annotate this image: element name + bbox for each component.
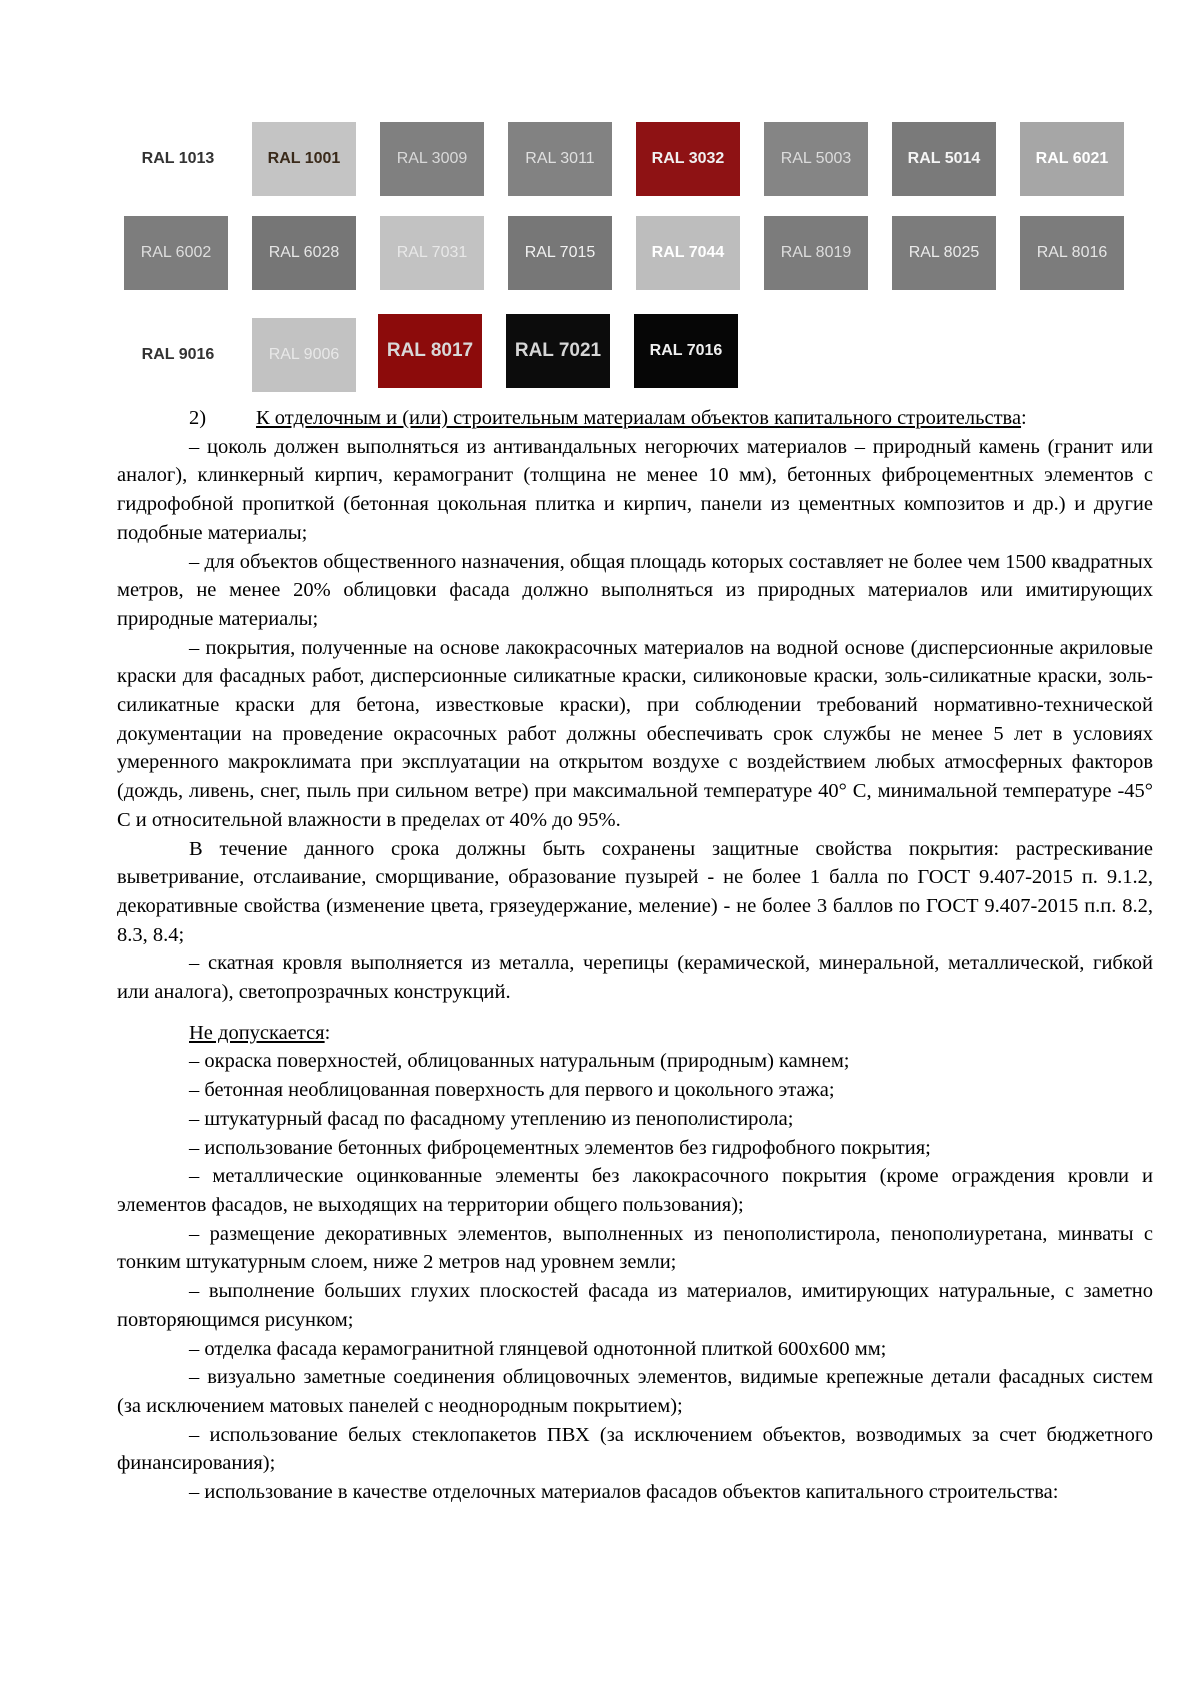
color-swatch: RAL 7031: [380, 216, 484, 290]
color-swatch: RAL 3032: [636, 122, 740, 196]
color-swatch: RAL 1001: [252, 122, 356, 196]
color-swatch: RAL 3009: [380, 122, 484, 196]
paragraph: – для объектов общественного назначения, общая площадь которых составляет не более чем 1500 квадратных метров, не менее 20% облицовки фасада должно выполняться из природных материалов или имитирующих природные материалы;: [117, 550, 1153, 630]
section-title: К отделочным и (или) строительным материалам объектов капитального строительства: [256, 407, 1022, 429]
list-item: – штукатурный фасад по фасадному утеплению из пенополистирола;: [189, 1107, 794, 1130]
color-swatch: RAL 3011: [508, 122, 612, 196]
list-item: – выполнение больших глухих плоскостей фасада из материалов, имитирующих натуральные, с заметно повторяющимся рисунком;: [117, 1280, 1153, 1331]
paragraph: – покрытия, полученные на основе лакокрасочных материалов на водной основе (дисперсионные акриловые краски для фасадных работ, дисперсионные силикатные краски, силиконовые краски, золь-силикатные краски, золь-силикатные краски для бетона, известковые краски), при соблюдении требований нормативно-технической документации на проведение окрасочных работ должны обеспечивать срок службы не менее 5 лет в условиях умеренного макроклимата при эксплуатации на открытом воздухе с воздействием любых атмосферных факторов (дождь, ливень, снег, пыль при сильном ветре) при максимальной температуре 40° С, минимальной температуре -45° С и относительной влажности в пределах от 40% до 95%.: [117, 636, 1153, 831]
list-item: – использование белых стеклопакетов ПВХ (за исключением объектов, возводимых за счет бюджетного финансирования);: [117, 1423, 1153, 1475]
paragraph: В течение данного срока должны быть сохранены защитные свойства покрытия: растрескивание выветривание, отслаивание, сморщивание, образование пузырей - не более 1 балла по ГОСТ 9.407-2015 п. 9.1.2, декоративные свойства (изменение цвета, грязеудержание, меление) - не более 3 баллов по ГОСТ 9.407-2015 п.п. 8.2, 8.3, 8.4;: [117, 837, 1153, 946]
color-swatch: RAL 7016: [634, 314, 738, 388]
color-swatch: RAL 7021: [506, 314, 610, 388]
list-item: – отделка фасада керамогранитной глянцевой однотонной плиткой 600х600 мм;: [189, 1337, 887, 1360]
list-item: – бетонная необлицованная поверхность для первого и цокольного этажа;: [189, 1079, 835, 1102]
not-allowed-heading: Не допускается:: [189, 1021, 331, 1044]
color-swatch: RAL 8016: [1020, 216, 1124, 290]
section-heading: 2) К отделочным и (или) строительным материалам объектов капитального строительства:: [117, 404, 1153, 433]
color-swatch: RAL 7015: [508, 216, 612, 290]
color-swatch: RAL 8017: [378, 314, 482, 388]
list-item: – визуально заметные соединения облицовочных элементов, видимые крепежные детали фасадных систем (за исключением матовых панелей с неоднородным покрытием);: [117, 1366, 1153, 1417]
paragraph: – цоколь должен выполняться из антивандальных негорючих материалов – природный камень (гранит или аналог), клинкерный кирпич, керамогранит (толщина не менее 10 мм), бетонных фиброцементных элементов с гидрофобной пропиткой (бетонная цокольная плитка и кирпич, панели из цементных композитов и др.) и другие подобные материалы;: [117, 435, 1153, 544]
color-swatch: RAL 5003: [764, 122, 868, 196]
color-swatch: RAL 9016: [126, 318, 230, 392]
document-body: [117, 404, 1153, 1507]
color-swatch: RAL 7044: [636, 216, 740, 290]
color-swatch: RAL 1013: [126, 122, 230, 196]
color-swatch: RAL 5014: [892, 122, 996, 196]
list-item: – размещение декоративных элементов, выполненных из пенополистирола, пенополиуретана, минваты с тонким штукатурным слоем, ниже 2 метров над уровнем земли;: [117, 1222, 1153, 1274]
color-swatch: RAL 6028: [252, 216, 356, 290]
color-swatch: RAL 9006: [252, 318, 356, 392]
color-swatch: RAL 6002: [124, 216, 228, 290]
color-swatch: RAL 8019: [764, 216, 868, 290]
list-item: – металлические оцинкованные элементы без лакокрасочного покрытия (кроме ограждения кровли и элементов фасадов, не выходящих на территории общего пользования);: [117, 1165, 1153, 1216]
section-number: 2): [189, 407, 207, 429]
list-item: – использование бетонных фиброцементных элементов без гидрофобного покрытия;: [189, 1136, 931, 1159]
list-item: – использование в качестве отделочных материалов фасадов объектов капитального строительства:: [189, 1481, 1059, 1504]
paragraph: – скатная кровля выполняется из металла, черепицы (керамической, минеральной, металлической, гибкой или аналога), светопрозрачных конструкций.: [117, 952, 1153, 1004]
list-item: – окраска поверхностей, облицованных натуральным (природным) камнем;: [189, 1050, 850, 1073]
color-swatch: RAL 6021: [1020, 122, 1124, 196]
color-swatch: RAL 8025: [892, 216, 996, 290]
